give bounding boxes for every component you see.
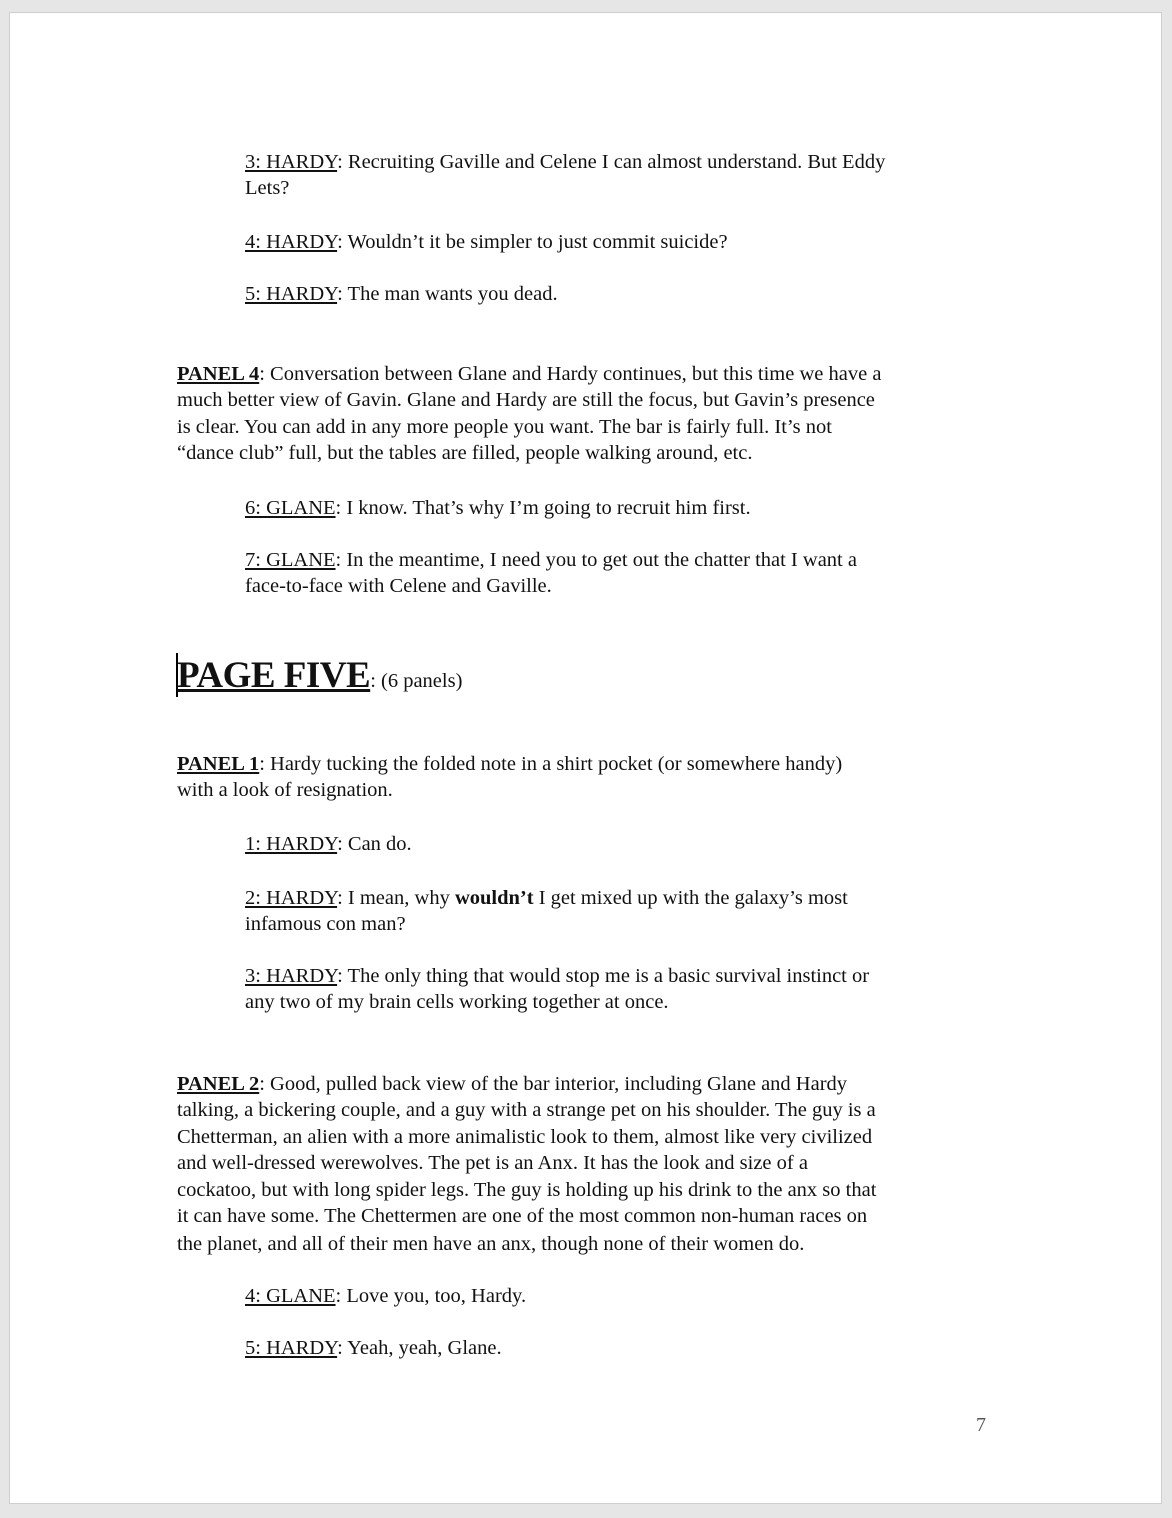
speaker-label: 5: HARDY (245, 283, 338, 305)
speaker-label: 4: HARDY (245, 231, 338, 253)
dialogue-line (245, 831, 1005, 857)
panel-text: the planet, and all of their men have an anx, though none of their women do. (177, 1233, 805, 1255)
panel-text: cockatoo, but with long spider legs. The guy is holding up his drink to the anx so that (177, 1179, 877, 1201)
panel-text: is clear. You can add in any more people you want. The bar is fairly full. It’s not (177, 416, 832, 438)
panel-description-line (177, 1071, 1007, 1097)
panel-text: with a look of resignation. (177, 779, 393, 801)
panel-text: Chetterman, an alien with a more animalistic look to them, almost like very civilized (177, 1126, 873, 1148)
panel-text: : Good, pulled back view of the bar interior, including Glane and Hardy (259, 1073, 848, 1095)
panel-description-line (177, 777, 1007, 803)
dialogue-text: : Wouldn’t it be simpler to just commit suicide? (337, 231, 728, 253)
panel-text: it can have some. The Chettermen are one of the most common non-human races on (177, 1205, 868, 1227)
panel-text: : Hardy tucking the folded note in a shirt pocket (or somewhere handy) (259, 753, 843, 775)
emphasis-text: wouldn’t (454, 887, 534, 909)
panel-text: : Conversation between Glane and Hardy continues, but this time we have a (259, 363, 882, 385)
panel-label: PANEL 1 (177, 753, 260, 775)
panel-description-line (177, 1177, 1007, 1203)
dialogue-text: : In the meantime, I need you to get out the chatter that I want a (335, 549, 857, 571)
panel-label: PANEL 2 (177, 1073, 260, 1095)
document-page (9, 12, 1162, 1504)
speaker-label: 1: HARDY (245, 833, 338, 855)
panel-description-line (177, 1203, 1007, 1229)
dialogue-text: face-to-face with Celene and Gaville. (245, 575, 552, 597)
page-heading-title: PAGE FIVE (177, 655, 371, 696)
dialogue-line (245, 989, 1005, 1015)
dialogue-text: : I know. That’s why I’m going to recruit him first. (335, 497, 751, 519)
speaker-label: 2: HARDY (245, 887, 338, 909)
dialogue-line (245, 281, 1005, 307)
dialogue-text: any two of my brain cells working together at once. (245, 991, 669, 1013)
dialogue-line (245, 175, 1005, 201)
speaker-label: 3: HARDY (245, 151, 338, 173)
dialogue-line (245, 495, 1005, 521)
dialogue-line (245, 547, 1005, 573)
dialogue-line (245, 573, 1005, 599)
dialogue-text: : The only thing that would stop me is a basic survival instinct or (337, 965, 870, 987)
dialogue-text: Lets? (245, 177, 290, 199)
dialogue-text: : Recruiting Gaville and Celene I can almost understand. But Eddy (337, 151, 886, 173)
panel-description-line (177, 414, 1007, 440)
speaker-label: 7: GLANE (245, 549, 336, 571)
page-heading-subtitle: : (6 panels) (370, 670, 463, 692)
panel-text: “dance club” full, but the tables are filled, people walking around, etc. (177, 442, 753, 464)
panel-description-line (177, 361, 1007, 387)
panel-description-line (177, 1097, 1007, 1123)
panel-text: talking, a bickering couple, and a guy with a strange pet on his shoulder. The guy is a (177, 1099, 876, 1121)
panel-description-line (177, 1150, 1007, 1176)
dialogue-text: : The man wants you dead. (337, 283, 558, 305)
dialogue-text: : Yeah, yeah, Glane. (337, 1337, 502, 1359)
dialogue-line (245, 1283, 1005, 1309)
panel-description-line (177, 1231, 1007, 1257)
dialogue-line (245, 229, 1005, 255)
panel-text: and well-dressed werewolves. The pet is an Anx. It has the look and size of a (177, 1152, 808, 1174)
panel-label: PANEL 4 (177, 363, 260, 385)
panel-description-line (177, 1124, 1007, 1150)
panel-description-line (177, 387, 1007, 413)
dialogue-text: infamous con man? (245, 913, 406, 935)
panel-description-line (177, 440, 1007, 466)
dialogue-text: I get mixed up with the galaxy’s most (533, 887, 848, 909)
dialogue-text: : Love you, too, Hardy. (335, 1285, 527, 1307)
dialogue-text: : Can do. (337, 833, 412, 855)
speaker-label: 6: GLANE (245, 497, 336, 519)
dialogue-line (245, 885, 1005, 911)
speaker-label: 3: HARDY (245, 965, 338, 987)
panel-text: much better view of Gavin. Glane and Hardy are still the focus, but Gavin’s presence (177, 389, 875, 411)
page-number: 7 (976, 1414, 986, 1436)
dialogue-line (245, 149, 1005, 175)
panel-description-line (177, 751, 1007, 777)
dialogue-line (245, 963, 1005, 989)
dialogue-line (245, 1335, 1005, 1361)
speaker-label: 5: HARDY (245, 1337, 338, 1359)
dialogue-text: : I mean, why (337, 887, 455, 909)
page-heading (177, 654, 462, 697)
speaker-label: 4: GLANE (245, 1285, 336, 1307)
dialogue-line (245, 911, 1005, 937)
